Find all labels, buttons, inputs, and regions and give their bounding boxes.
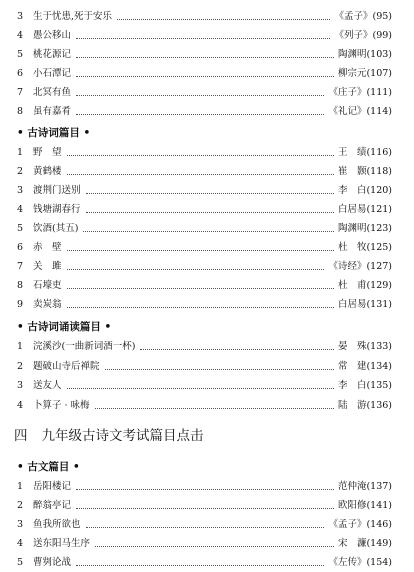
dot-leader — [76, 508, 334, 509]
entry-title: 卖炭翁 — [33, 299, 62, 310]
entry-author-page: 《诗经》(127) — [328, 261, 392, 272]
entry-title: 岳阳楼记 — [33, 481, 72, 492]
entry-author-page: 《礼记》(114) — [328, 106, 392, 117]
entry-title: 渡荆门送别 — [33, 185, 81, 196]
dot-leader — [76, 565, 324, 566]
dot-leader — [67, 307, 334, 308]
toc-entry — [0, 182, 414, 200]
entry-author-page: 王 绩(116) — [337, 147, 392, 158]
section-heading-reading: • 古诗词诵读篇目 • — [17, 321, 112, 333]
entry-title: 鱼我所欲也 — [33, 519, 81, 530]
dot-leader — [67, 155, 334, 156]
entry-number: 3 — [17, 380, 24, 391]
entry-author-page: 陆 游(136) — [337, 399, 392, 411]
entry-author-page: 《庄子》(111) — [328, 87, 392, 98]
entry-number: 5 — [17, 223, 24, 234]
entry-title: 小石潭记 — [33, 68, 72, 79]
entry-title: 饮酒(其五) — [33, 223, 79, 234]
entry-number: 3 — [17, 11, 24, 22]
dot-leader — [86, 193, 334, 194]
dot-leader — [83, 231, 334, 232]
dot-leader — [67, 288, 334, 289]
entry-number: 7 — [17, 87, 24, 98]
entry-author-page: 范仲淹(137) — [337, 481, 392, 492]
dot-leader — [76, 38, 330, 39]
toc-entry — [0, 8, 414, 26]
dot-leader — [140, 349, 334, 350]
toc-entry — [0, 84, 414, 102]
entry-title: 醉翁亭记 — [33, 500, 72, 511]
entry-author-page: 杜 甫(129) — [337, 280, 392, 291]
entry-title: 题破山寺后禅院 — [33, 360, 100, 372]
entry-title: 卜算子 · 咏梅 — [33, 399, 90, 411]
dot-leader — [76, 114, 324, 115]
entry-title: 曹刿论战 — [33, 557, 72, 568]
entry-number: 1 — [17, 147, 24, 158]
dot-leader — [117, 19, 330, 20]
entry-title: 送友人 — [33, 380, 62, 391]
entry-number: 1 — [17, 341, 24, 352]
dot-leader — [67, 250, 334, 251]
entry-number: 3 — [17, 185, 24, 196]
toc-entry — [0, 296, 414, 314]
part-number: 四 — [14, 428, 28, 444]
entry-author-page: 白居易(121) — [337, 204, 392, 215]
toc-entry — [0, 535, 414, 553]
entry-number: 8 — [17, 280, 24, 291]
entry-number: 4 — [17, 538, 24, 549]
toc-entry — [0, 201, 414, 219]
toc-entry — [0, 258, 414, 276]
entry-author-page: 李 白(135) — [337, 380, 392, 391]
toc-entry — [0, 338, 414, 356]
entry-author-page: 常 建(134) — [337, 360, 392, 372]
entry-title: 桃花源记 — [33, 49, 72, 60]
dot-leader — [95, 408, 334, 409]
entry-title: 石壕吏 — [33, 280, 62, 291]
entry-number: 7 — [17, 261, 24, 272]
toc-entry — [0, 497, 414, 515]
toc-entry — [0, 27, 414, 45]
entry-author-page: 宋 濂(149) — [337, 538, 392, 549]
entry-author-page: 《左传》(154) — [328, 557, 392, 568]
section-heading-prose: • 古文篇目 • — [17, 461, 80, 473]
entry-title: 浣溪沙(一曲新词酒一杯) — [33, 341, 136, 352]
entry-title: 生于忧患,死于安乐 — [33, 11, 113, 22]
entry-number: 4 — [17, 399, 24, 411]
dot-leader — [67, 388, 334, 389]
entry-number: 3 — [17, 519, 24, 530]
part-heading — [14, 424, 204, 444]
toc-entry — [0, 277, 414, 295]
dot-leader — [95, 546, 334, 547]
entry-title: 北冥有鱼 — [33, 87, 72, 98]
section-heading-poems: • 古诗词篇目 • — [17, 127, 91, 139]
entry-title: 黄鹤楼 — [33, 166, 62, 177]
entry-number: 4 — [17, 30, 24, 41]
dot-leader — [67, 269, 324, 270]
entry-author-page: 欧阳修(141) — [337, 500, 392, 511]
entry-title: 赤 壁 — [33, 242, 62, 253]
entry-number: 4 — [17, 204, 24, 215]
entry-title: 野 望 — [33, 147, 62, 158]
entry-author-page: 陶渊明(123) — [337, 223, 392, 234]
toc-entry — [0, 163, 414, 181]
dot-leader — [76, 489, 334, 490]
entry-author-page: 晏 殊(133) — [337, 341, 392, 352]
entry-author-page: 杜 牧(125) — [337, 242, 392, 253]
toc-entry — [0, 554, 414, 572]
entry-number: 2 — [17, 500, 24, 511]
entry-number: 2 — [17, 166, 24, 177]
entry-author-page: 《孟子》(95) — [334, 11, 392, 22]
toc-entry — [0, 358, 414, 376]
entry-author-page: 柳宗元(107) — [337, 68, 392, 79]
dot-leader — [76, 57, 334, 58]
dot-leader — [105, 369, 334, 370]
entry-author-page: 《孟子》(146) — [328, 519, 392, 530]
entry-title: 送东阳马生序 — [33, 538, 91, 549]
entry-title: 愚公移山 — [33, 30, 72, 41]
toc-entry — [0, 239, 414, 257]
entry-title: 关 雎 — [33, 261, 62, 272]
toc-entry — [0, 397, 414, 415]
dot-leader — [86, 527, 324, 528]
toc-entry — [0, 377, 414, 395]
dot-leader — [86, 212, 334, 213]
entry-number: 5 — [17, 557, 24, 568]
dot-leader — [76, 95, 324, 96]
entry-author-page: 白居易(131) — [337, 299, 392, 310]
entry-number: 6 — [17, 242, 24, 253]
entry-number: 8 — [17, 106, 24, 117]
entry-author-page: 《列子》(99) — [334, 30, 392, 41]
part-title: 九年级古诗文考试篇目点击 — [41, 428, 204, 444]
entry-title: 钱塘湖春行 — [33, 204, 81, 215]
dot-leader — [76, 76, 334, 77]
toc-entry — [0, 65, 414, 83]
entry-number: 5 — [17, 49, 24, 60]
toc-entry — [0, 103, 414, 121]
entry-number: 2 — [17, 360, 24, 372]
entry-number: 6 — [17, 68, 24, 79]
toc-entry — [0, 516, 414, 534]
entry-author-page: 陶渊明(103) — [337, 49, 392, 60]
entry-author-page: 崔 颢(118) — [337, 166, 392, 177]
entry-number: 9 — [17, 299, 24, 310]
entry-number: 1 — [17, 481, 24, 492]
toc-entry — [0, 478, 414, 496]
dot-leader — [67, 174, 334, 175]
entry-author-page: 李 白(120) — [337, 185, 392, 196]
toc-entry — [0, 220, 414, 238]
toc-entry — [0, 46, 414, 64]
entry-title: 虽有嘉肴 — [33, 106, 72, 117]
toc-entry — [0, 144, 414, 162]
